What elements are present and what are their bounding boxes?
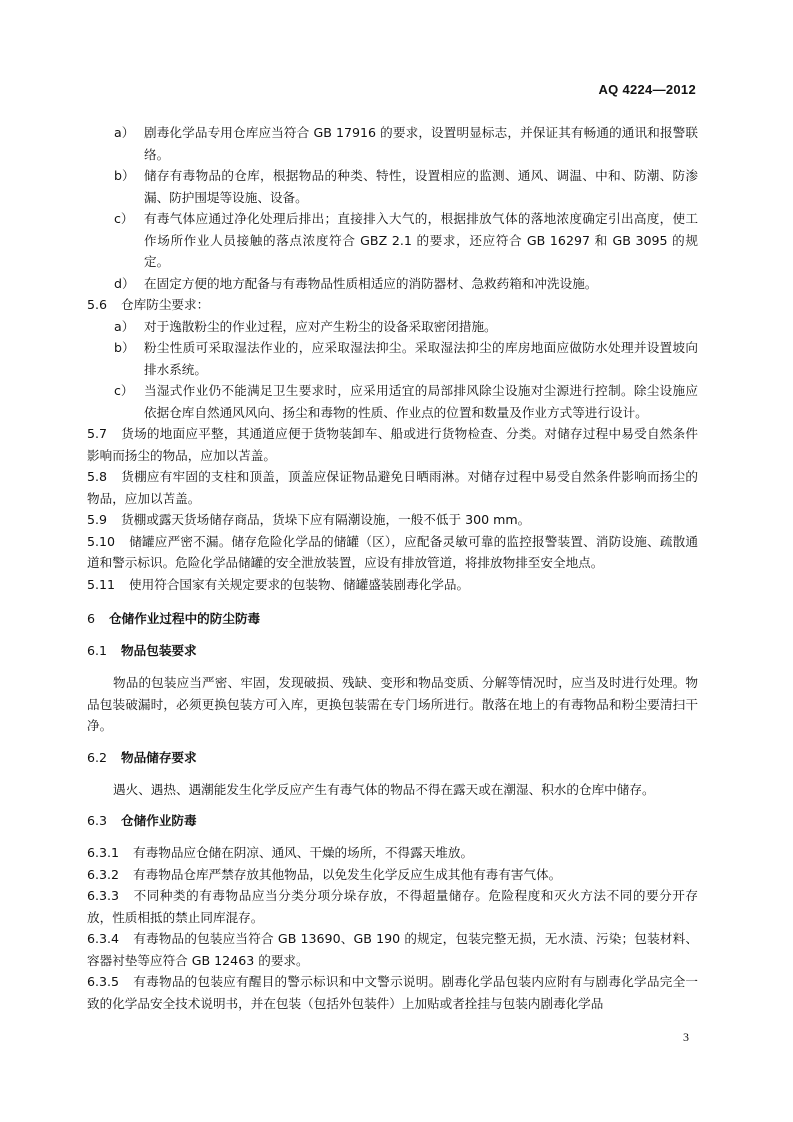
clause-text: 有毒物品的包装应有醒目的警示标识和中文警示说明。剧毒化学品包装内应附有与剧毒化学品完全一致的化学品安全技术说明书，并在包装（包括外包装件）上加贴或者拴挂与包装内剧毒化学品 <box>87 974 698 1011</box>
section-number: 6 <box>87 611 96 626</box>
section-heading: 物品包装要求 <box>121 643 197 658</box>
clause-text: 货棚应有牢固的支柱和顶盖，顶盖应保证物品避免日晒雨淋。对储存过程中易受自然条件影响而扬尘的物品，应加以苫盖。 <box>87 469 698 506</box>
list-item <box>87 337 698 380</box>
clause-6-3-3 <box>87 885 698 928</box>
section-heading: 仓储作业防毒 <box>121 813 197 828</box>
standard-code: AQ 4224—2012 <box>598 82 696 97</box>
clause-text: 仓库防尘要求： <box>121 297 210 312</box>
list-label: d） <box>114 275 135 291</box>
section-number: 6.1 <box>87 643 108 658</box>
clause-text: 不同种类的有毒物品应当分类分项分垛存放，不得超量储存。危险程度和灭火方法不同的要分开存放，性质相抵的禁止同库混存。 <box>87 888 698 925</box>
clause-5-7 <box>87 423 698 466</box>
list-label: c） <box>114 211 134 226</box>
clause-text: 货场的地面应平整，其通道应便于货物装卸车、船或进行货物检查、分类。对储存过程中易受自然条件影响而扬尘的物品，应加以苫盖。 <box>87 426 698 463</box>
clause-6-3-5 <box>87 971 698 1014</box>
section-heading: 仓储作业过程中的防尘防毒 <box>109 611 261 626</box>
section-6-title <box>87 608 698 630</box>
clause-number: 5.8 <box>87 469 108 484</box>
list-item <box>87 380 698 423</box>
clause-number: 6.3.5 <box>87 974 120 989</box>
clause-number: 6.3.2 <box>87 866 120 882</box>
list-label: a） <box>114 318 135 334</box>
clause-text: 储罐应严密不漏。储存危险化学品的储罐（区），应配备灵敏可靠的监控报警装置、消防设施、疏散通道和警示标识。危险化学品储罐的安全泄放装置，应设有排放管道，将排放物排至安全地点。 <box>87 533 698 570</box>
clause-number: 6.3.4 <box>87 931 120 946</box>
clause-5-6 <box>87 294 698 316</box>
section-number: 6.2 <box>87 749 108 765</box>
section-number: 6.3 <box>87 813 108 828</box>
clause-5-10 <box>87 531 698 574</box>
clause-5-9 <box>87 509 698 531</box>
list-item <box>87 165 698 208</box>
clause-5-8 <box>87 466 698 509</box>
list-text: 对于逸散粉尘的作业过程，应对产生粉尘的设备采取密闭措施。 <box>144 318 497 334</box>
clause-text: 有毒物品仓库严禁存放其他物品，以免发生化学反应生成其他有毒有害气体。 <box>133 866 562 882</box>
clause-6-3-2 <box>87 864 698 886</box>
list-text: 当湿式作业仍不能满足卫生要求时，应采用适宜的局部排风除尘设施对尘源进行控制。除尘设施应依据仓库自然通风风向、扬尘和毒物的性质、作业点的位置和数量及作业方式等进行设计。 <box>144 383 698 420</box>
clause-number: 5.7 <box>87 426 108 441</box>
clause-text: 货棚或露天货场储存商品，货垛下应有隔潮设施，一般不低于 300 mm。 <box>121 512 531 527</box>
clause-text: 有毒物品的包装应当符合 GB 13690、GB 190 的规定，包装完整无损，无水渍、污染；包装材料、容器衬垫等应符合 GB 12463 的要求。 <box>87 931 698 968</box>
section-heading: 物品储存要求 <box>121 749 197 765</box>
clause-text: 使用符合国家有关规定要求的包装物、储罐盛装剧毒化学品。 <box>129 576 470 592</box>
subsection-6-3-title <box>87 810 698 832</box>
list-item <box>87 316 698 338</box>
list-text: 在固定方便的地方配备与有毒物品性质相适应的消防器材、急救药箱和冲洗设施。 <box>144 275 598 291</box>
list-label: c） <box>114 383 134 398</box>
clause-number: 6.3.1 <box>87 845 120 860</box>
subsection-6-2-title <box>87 747 698 769</box>
clause-number: 5.11 <box>87 576 116 592</box>
list-text: 储存有毒物品的仓库，根据物品的种类、特性，设置相应的监测、通风、调温、中和、防潮、防渗漏、防护围堤等设施、设备。 <box>144 168 698 205</box>
list-text: 剧毒化学品专用仓库应当符合 GB 17916 的要求，设置明显标志，并保证其有畅通的通讯和报警联络。 <box>144 125 698 162</box>
clause-number: 5.10 <box>87 533 116 549</box>
paragraph: 遇火、遇热、遇潮能发生化学反应产生有毒气体的物品不得在露天或在潮湿、积水的仓库中储存。 <box>113 781 655 797</box>
subsection-6-1-title <box>87 640 698 662</box>
document-body <box>87 122 698 1014</box>
paragraph: 物品的包装应当严密、牢固，发现破损、残缺、变形和物品变质、分解等情况时，应当及时进行处理。物品包装破漏时，必须更换包装方可入库，更换包装需在专门场所进行。散落在地上的有毒物品和粉尘要清扫干净。 <box>87 675 698 733</box>
clause-number: 5.9 <box>87 512 108 527</box>
clause-number: 5.6 <box>87 297 108 312</box>
list-text: 有毒气体应通过净化处理后排出；直接排入大气的，根据排放气体的落地浓度确定引出高度，使工作场所作业人员接触的落点浓度符合 GBZ 2.1 的要求，还应符合 GB 16297 和 GB 3095 的规定。 <box>144 211 698 269</box>
list-label: b） <box>114 168 135 183</box>
clause-6-3-1 <box>87 842 698 864</box>
clause-number: 6.3.3 <box>87 888 120 903</box>
list-text: 粉尘性质可采取湿法作业的，应采取湿法抑尘。采取湿法抑尘的库房地面应做防水处理并设置坡向排水系统。 <box>144 340 698 377</box>
clause-6-3-4 <box>87 928 698 971</box>
clause-5-11 <box>87 574 698 596</box>
clause-text: 有毒物品应仓储在阴凉、通风、干燥的场所，不得露天堆放。 <box>133 845 474 860</box>
list-item <box>87 122 698 165</box>
page-number: 3 <box>683 1030 689 1044</box>
list-item <box>87 208 698 273</box>
list-item <box>87 273 698 295</box>
list-label: b） <box>114 340 135 355</box>
list-label: a） <box>114 125 135 140</box>
